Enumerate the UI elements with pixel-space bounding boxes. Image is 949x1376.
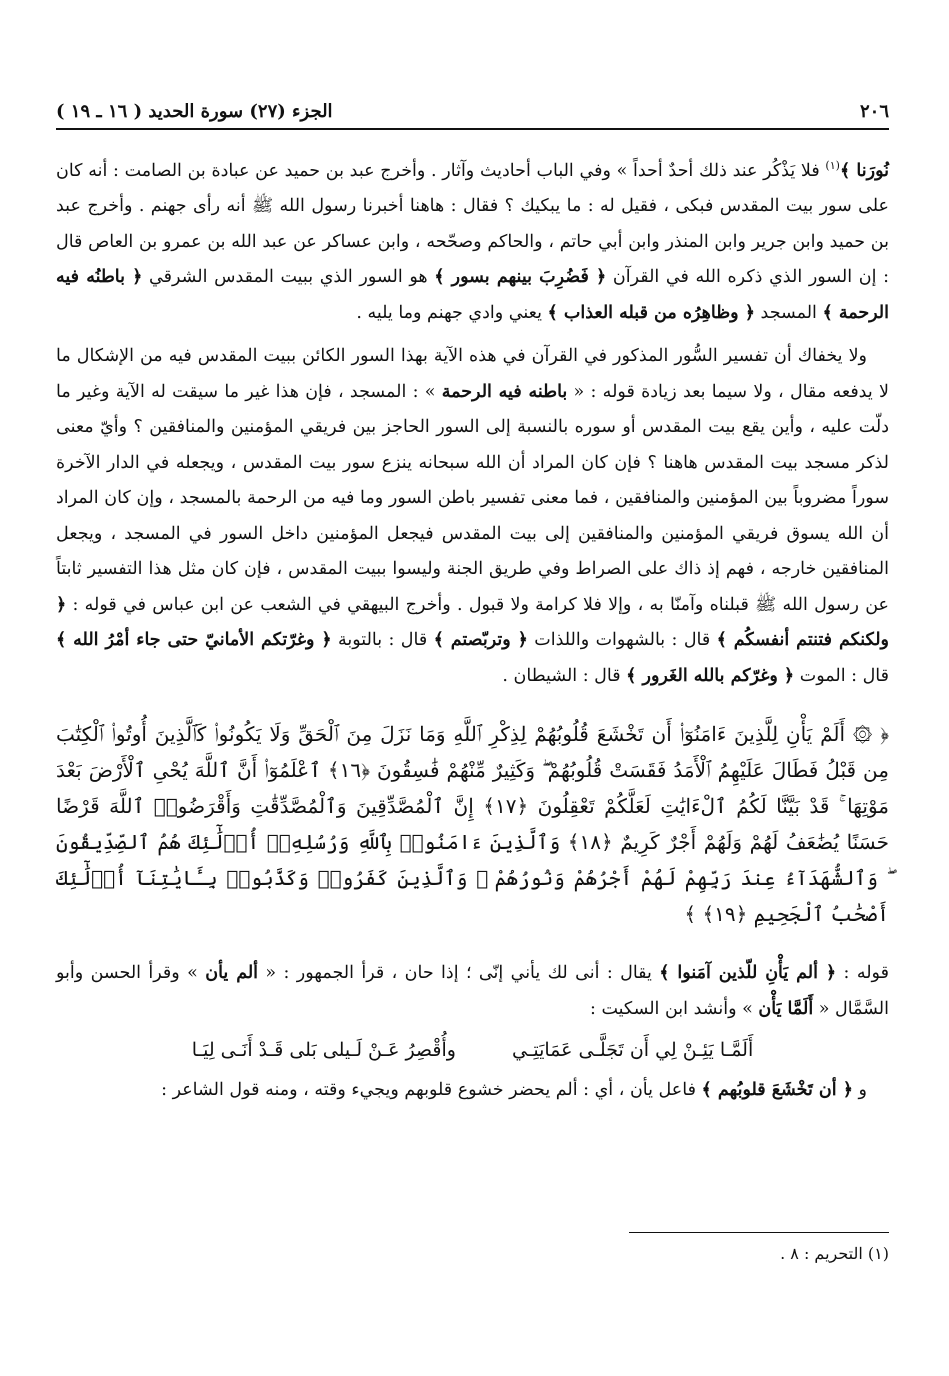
- paragraph-text: يقال : أنى لك يأني إنّى ؛ إذا حان ، قرأ الجمهور : «: [258, 963, 660, 984]
- paragraph-text: » وقرأ الحسن وأبو السَّمَّال «: [56, 963, 889, 1019]
- paragraph-text: و: [852, 1079, 867, 1100]
- paragraph-text: فاعل يأن ، أي : ألم يحضر خشوع قلوبهم ويجيء وقته ، ومنه قول الشاعر :: [161, 1079, 702, 1100]
- paragraph-text: ولا يخفاك أن تفسير السُّور المذكور في القرآن في هذه الآية بهذا السور الكائن ببيت المقدس فيه من الإشكال ما لا يدفعه مقال ، ولا سيما بعد زيادة قوله : «: [56, 346, 889, 402]
- paragraph-text: يعني وادي جهنم وما يليه .: [356, 302, 548, 323]
- paragraph-text: » وأنشد ابن السكيت :: [590, 998, 759, 1019]
- paragraph-text: قال : الموت: [794, 665, 889, 686]
- paragraph-text: قال : الشيطان .: [502, 665, 627, 686]
- quran-quote: ﴿ أن تَخْشَعَ قلوبُهم ﴾: [701, 1079, 853, 1100]
- quoted-phrase: ألم يأن: [205, 963, 259, 984]
- paragraph-4: [56, 1073, 889, 1109]
- quran-quote: ﴿ وظاهِرُه من قبله العذاب ﴾: [547, 302, 755, 323]
- paragraph-3: [56, 956, 889, 1027]
- quran-verses-block: ﴿ ۞ أَلَمْ يَأْنِ لِلَّذِينَ ءَامَنُوٓا۟ أَن تَخْشَعَ قُلُوبُهُمْ لِذِكْرِ ٱللَّهِ وَمَا نَزَلَ مِنَ ٱلْحَقِّ وَلَا يَكُونُوا۟ كَٱلَّذِينَ أُوتُوا۟ ٱلْكِتَٰبَ مِن قَبْلُ فَطَالَ عَلَيْهِمُ ٱلْأَمَدُ فَقَسَتْ قُلُوبُهُمْ ۖ وَكَثِيرٌ مِّنْهُمْ فَٰسِقُونَ ﴿١٦﴾ ٱعْلَمُوٓا۟ أَنَّ ٱللَّهَ يُحْىِ ٱلْأَرْضَ بَعْدَ مَوْتِهَا ۚ قَدْ بَيَّنَّا لَكُمُ ٱلْءَايَٰتِ لَعَلَّكُمْ تَعْقِلُونَ ﴿١٧﴾ إِنَّ ٱلْمُصَّدِّقِينَ وَٱلْمُصَّدِّقَٰتِ وَأَقْرَضُوا۟ ٱللَّهَ قَرْضًا حَسَنًا يُضَٰعَفُ لَهُمْ وَلَهُمْ أَجْرٌ كَرِيمٌ ﴿١٨﴾ وَٱلَّذِينَ ءَامَنُوا۟ بِٱللَّهِ وَرُسُلِهِۦٓ أُو۟لَٰٓئِكَ هُمُ ٱلصِّدِّيقُونَ ۖ وَٱلشُّهَدَآءُ عِندَ رَبِّهِمْ لَهُمْ أَجْرُهُمْ وَنُورُهُمْ ۖ وَٱلَّذِينَ كَفَرُوا۟ وَكَذَّبُوا۟ بِـَٔايَٰتِنَآ أُو۟لَٰٓئِكَ أَصْحَٰبُ ٱلْجَحِيمِ ﴿١٩﴾ ﴾: [56, 722, 889, 927]
- quoted-phrase: أَلَمَّا يَأْن: [758, 998, 814, 1019]
- main-text: [56, 148, 889, 1108]
- paragraph-1: [56, 148, 889, 331]
- paragraph-text: قال : بالشهوات واللذات: [527, 630, 717, 651]
- paragraph-text: قوله :: [836, 963, 889, 984]
- paragraph-text: هو السور الذي ببيت المقدس الشرقي: [142, 267, 435, 288]
- paragraph-2: [56, 339, 889, 694]
- running-header: [56, 92, 889, 122]
- quran-quote: ﴿ ألم يَأْنِ للّذين آمَنوا ﴾: [659, 963, 837, 984]
- quoted-phrase: باطنه فيه الرحمة: [441, 381, 568, 402]
- footnote-marker: (١): [825, 159, 840, 172]
- paragraph-text: المسجد: [754, 302, 823, 323]
- paragraph-text: فلا يَذْكُر عند ذلك أحدٌ أحداً » وفي الباب أحاديث وآثار . وأخرج عبد بن حميد عن عبادة بن الصامت : أنه كان على سور بيت المقدس فبكى ، فقيل له : ما يبكيك ؟ فقال : هاهنا أخبرنا رسول الله ﷺ أنه رأى جهنم . وأخرج عبد بن حميد وابن جرير وابن المنذر وابن أبي حاتم ، والحاكم وصحّحه ، وابن عساكر عن عبد الله بن عمرو بن العاص قال : إن السور الذي ذكره الله في القرآن: [56, 160, 889, 288]
- quran-quote: ﴿ وغرّتكم الأمانيّ حتى جاء أمْرُ الله ﴾: [56, 630, 332, 651]
- paragraph-text: قال : بالتوبة: [331, 630, 434, 651]
- verse-hemistich-1: أَلَمَّـا يَئِـنْ لِي أَن تَجَلَّـى عَمَايَتِـي: [511, 1039, 754, 1062]
- quoted-phrase: نُورَنا ﴾: [839, 160, 889, 181]
- header-divider: [56, 128, 889, 130]
- quran-quote: ﴿ فَضُرِبَ بينهم بسور ﴾: [434, 267, 607, 288]
- running-title: الجزء (٢٧) سورة الحديد ( ١٦ ـ ١٩ ): [56, 101, 333, 122]
- quran-quote: ﴿ باطنُه فيه الرحمة ﴾: [56, 267, 889, 323]
- page-number: ٢٠٦: [859, 101, 889, 122]
- quran-quote: ﴿ ولكنكم فتنتم أنفسكُم ﴾: [56, 594, 889, 651]
- footnote-divider: [629, 1232, 889, 1233]
- verse-hemistich-2: وأُقْصِرُ عَـنْ لَـيلى بَلى قَـدْ أَنَـى لِيَـا: [191, 1039, 456, 1062]
- poetry-verse: [56, 1033, 889, 1069]
- footnote: (١) التحريم : ٨ .: [780, 1244, 889, 1263]
- paragraph-text: » : المسجد ، فإن هذا غير ما سيقت له الآية وغير ما دلّت عليه ، وأين يقع بيت المقدس أو سوره بالنسبة إلى السور الحاجز بين فريقي المؤمنين والمنافقين ؟ وأيّ معنى لذكر مسجد بيت المقدس هاهنا ؟ فإن كان المراد أن الله سبحانه ينزع سور بيت المقدس ، ويجعله في الدار الآخرة سوراً مضروباً بين المؤمنين والمنافقين ، فما معنى تفسير باطن السور وما فيه من الرحمة بالمسجد ، وإن كان المراد أن الله يسوق فريقي المؤمنين والمنافقين إلى بيت المقدس فيجعل المؤمنين داخل السور في المسجد ، ويجعل المنافقين خارجه ، فهم إذ ذاك على الصراط وفي طريق الجنة وليسوا ببيت المقدس ، فإن كان مثل هذا التفسير ثابتاً عن رسول الله ﷺ قبلناه وآمنّا به ، وإلا فلا كرامة ولا قبول . وأخرج البيهقي في الشعب عن ابن عباس في قوله :: [56, 381, 889, 615]
- quran-quote: ﴿ وغرّكم بالله الغَرور ﴾: [626, 665, 795, 686]
- quran-quote: ﴿ وتربّصتم ﴾: [433, 630, 528, 651]
